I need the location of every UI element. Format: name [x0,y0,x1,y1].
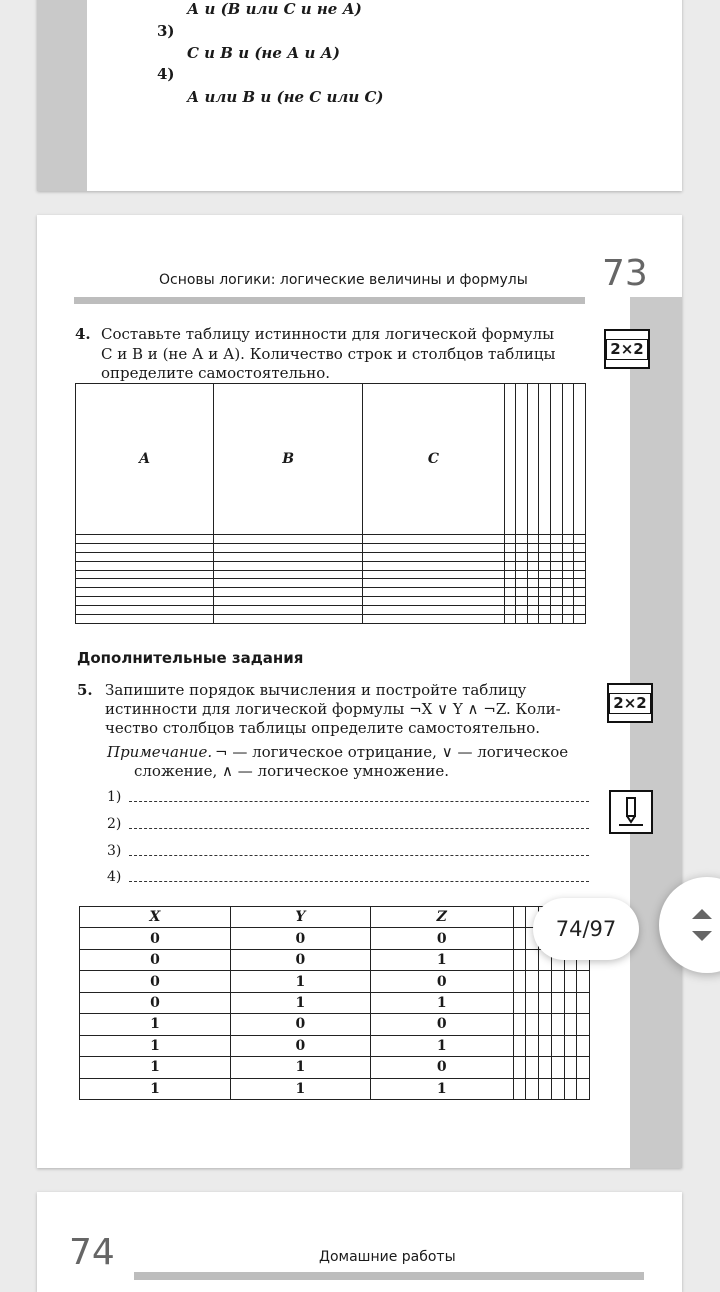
table-cell [562,579,574,588]
table-cell [527,579,539,588]
badge-label: 2×2 [609,693,650,714]
table-row [80,1057,590,1078]
table-cell [214,606,363,615]
table-cell [504,543,516,552]
table-cell: 1 [80,1057,231,1078]
table-header-cell [539,384,551,535]
table-cell [562,606,574,615]
table-cell [564,971,577,992]
table-cell [539,1035,552,1056]
table-cell [526,1035,539,1056]
table-cell [76,614,214,623]
step-label: 3) [107,843,122,859]
table-cell [527,614,539,623]
table-row [80,1035,590,1056]
table-row [80,971,590,992]
table-header-cell: C [363,384,504,535]
table-cell [214,552,363,561]
table-header-cell: Y [230,907,370,928]
page-number: 74 [69,1232,115,1273]
table-cell [574,570,586,579]
table-cell [551,597,563,606]
page-73 [37,215,682,1168]
table-cell [574,588,586,597]
table-cell [516,543,528,552]
table-cell [574,552,586,561]
table-cell [504,597,516,606]
table-row [80,928,590,949]
table-cell [551,535,563,544]
table-cell: 0 [80,928,231,949]
table-cell: 0 [80,992,231,1013]
step-label: 4) [107,869,122,885]
table-cell: 0 [370,928,513,949]
table-cell: 1 [230,1078,370,1100]
table-cell [574,561,586,570]
step-label: 1) [107,789,122,805]
table-cell [516,597,528,606]
table-cell [504,552,516,561]
table-cell [526,1014,539,1035]
table-cell [577,1014,590,1035]
table-cell [539,588,551,597]
table-cell: 1 [230,992,370,1013]
table-cell [504,606,516,615]
task-4-truth-table [75,383,586,624]
table-cell [562,570,574,579]
table-cell: 1 [370,949,513,970]
table-cell [76,535,214,544]
previous-page [37,0,682,191]
table-header-cell: B [214,384,363,535]
table-cell [513,1035,526,1056]
table-cell [513,1057,526,1078]
table-cell: 1 [80,1078,231,1100]
table-cell [214,561,363,570]
table-cell [527,535,539,544]
task-5-text-line-1: Запишите порядок вычисления и постройте таблицу [105,681,527,699]
table-cell [564,1014,577,1035]
table-cell [551,552,563,561]
table-cell [539,543,551,552]
table-cell [551,570,563,579]
table-cell [214,579,363,588]
table-cell [577,992,590,1013]
table-cell [76,570,214,579]
table-cell: 1 [230,1057,370,1078]
table-cell [539,561,551,570]
table-cell [539,552,551,561]
table-cell [539,971,552,992]
table-row [76,543,586,552]
table-cell [577,971,590,992]
table-cell [527,597,539,606]
table-cell [363,561,504,570]
table-header-cell [574,384,586,535]
table-cell [513,971,526,992]
table-cell: 1 [370,992,513,1013]
task-4-number: 4. [75,325,91,343]
table-row [80,949,590,970]
note-line-2: сложение, ∧ — логическое умножение. [134,762,450,780]
table-cell [562,535,574,544]
table-cell [539,579,551,588]
header-rule [134,1272,644,1280]
table-cell [526,992,539,1013]
table-cell [551,588,563,597]
table-cell [513,1014,526,1035]
table-cell [504,588,516,597]
table-cell [513,1078,526,1100]
step-label: 2) [107,816,122,832]
task-5-text-line-2: истинности для логической формулы ¬X ∨ Y ∧ ¬Z. Коли- [105,700,561,718]
table-cell [76,597,214,606]
table-cell: 0 [230,1014,370,1035]
running-header: Основы логики: логические величины и формулы [159,272,528,288]
table-cell [363,588,504,597]
table-cell: 0 [80,971,231,992]
table-cell [574,579,586,588]
table-cell [551,561,563,570]
table-cell [577,1057,590,1078]
table-cell [527,588,539,597]
table-cell [539,992,552,1013]
table-header-cell [551,384,563,535]
table-cell [551,543,563,552]
table-cell [516,579,528,588]
answer-line [129,843,589,856]
table-cell [363,543,504,552]
table-cell [363,535,504,544]
table-cell [574,535,586,544]
table-cell [504,570,516,579]
task-5-text-line-3: чество столбцов таблицы определите самостоятельно. [105,719,541,737]
option-3-expression: С и В и (не А и А) [187,44,340,62]
table-cell [527,606,539,615]
task-5-truth-table [79,906,590,1100]
table-cell [551,579,563,588]
table-cell [562,561,574,570]
table-cell [363,597,504,606]
table-cell [214,588,363,597]
table-cell [562,614,574,623]
table-cell [516,535,528,544]
table-header-cell [516,384,528,535]
table-cell [363,614,504,623]
table-cell [577,1035,590,1056]
difficulty-badge-icon [607,683,653,723]
task-4-text-line-1: Составьте таблицу истинности для логической формулы [101,325,555,343]
table-cell: 1 [80,1035,231,1056]
table-cell [516,606,528,615]
table-cell [564,1057,577,1078]
table-cell [539,606,551,615]
table-row [76,588,586,597]
table-cell [526,1057,539,1078]
table-cell [214,570,363,579]
table-cell [76,579,214,588]
note-line-1: ¬ — логическое отрицание, ∨ — логическое [215,743,569,761]
option-2-expression: А и (В или С и не А) [187,0,362,18]
table-cell [516,552,528,561]
table-cell: 0 [230,1035,370,1056]
table-cell [539,535,551,544]
table-cell [527,543,539,552]
table-cell [363,552,504,561]
table-cell [562,552,574,561]
table-row [80,1014,590,1035]
answer-line [129,816,589,829]
table-cell [504,579,516,588]
table-cell: 0 [230,928,370,949]
option-4-number: 4) [157,65,175,83]
table-cell: 0 [370,1057,513,1078]
table-row [76,614,586,623]
table-header-cell [562,384,574,535]
table-cell [76,552,214,561]
table-row [76,561,586,570]
table-cell [539,614,551,623]
pencil-writing-icon [609,790,653,834]
table-cell [526,971,539,992]
table-header-cell: A [76,384,214,535]
table-cell [539,597,551,606]
page-74 [37,1192,682,1292]
table-row [76,579,586,588]
table-header-cell: Z [370,907,513,928]
table-cell: 0 [230,949,370,970]
option-3-number: 3) [157,22,175,40]
table-cell [564,1035,577,1056]
table-cell [562,588,574,597]
page-indicator[interactable]: 74/97 [533,898,639,960]
table-cell [504,561,516,570]
table-cell [516,614,528,623]
table-cell [513,928,526,949]
table-header-cell [504,384,516,535]
task-5-number: 5. [77,681,93,699]
table-header-cell [513,907,526,928]
table-cell [539,1014,552,1035]
table-cell [527,570,539,579]
table-cell [564,992,577,1013]
scroll-up-down-icon [659,877,720,973]
table-header-cell: X [80,907,231,928]
table-cell [363,579,504,588]
table-cell: 1 [370,1078,513,1100]
table-cell [526,1078,539,1100]
table-cell [574,614,586,623]
table-cell [214,543,363,552]
table-cell: 0 [370,971,513,992]
table-cell [551,1035,564,1056]
table-cell [562,543,574,552]
table-cell [551,1014,564,1035]
answer-line [129,869,589,882]
table-cell: 0 [370,1014,513,1035]
table-cell [76,561,214,570]
note-label: Примечание. [107,743,213,761]
table-cell [516,570,528,579]
task-4-text-line-2: С и В и (не А и А). Количество строк и столбцов таблицы [101,345,556,363]
page-number: 73 [602,253,648,294]
table-cell [76,543,214,552]
table-cell: 0 [80,949,231,970]
page-margin-strip [37,0,87,191]
table-row [76,552,586,561]
table-row [76,597,586,606]
table-header-cell [527,384,539,535]
running-header: Домашние работы [319,1249,456,1265]
table-cell [574,597,586,606]
table-cell [551,992,564,1013]
table-cell [551,606,563,615]
table-cell [363,570,504,579]
table-cell [363,606,504,615]
table-cell [539,1078,552,1100]
table-cell [214,614,363,623]
table-cell [577,1078,590,1100]
table-cell [526,949,539,970]
table-cell [551,1078,564,1100]
table-cell: 1 [230,971,370,992]
table-row [80,992,590,1013]
badge-label: 2×2 [606,339,647,360]
table-header-row [76,384,586,535]
section-title: Дополнительные задания [77,649,304,667]
table-row [76,606,586,615]
table-row [76,570,586,579]
table-cell [527,561,539,570]
difficulty-badge-icon [604,329,650,369]
page-scroll-button[interactable] [659,877,720,973]
table-cell: 1 [370,1035,513,1056]
answer-line [129,789,589,802]
table-cell [527,552,539,561]
task-4-text-line-3: определите самостоятельно. [101,364,330,382]
table-cell [564,1078,577,1100]
option-4-expression: А или В и (не С или С) [187,88,384,106]
page-margin-strip [630,297,682,1168]
table-cell [513,949,526,970]
table-cell: 1 [80,1014,231,1035]
table-cell [551,971,564,992]
table-cell [574,543,586,552]
table-cell [504,614,516,623]
table-row [80,1078,590,1100]
table-cell [574,606,586,615]
table-cell [504,535,516,544]
table-cell [539,570,551,579]
header-rule [74,297,585,304]
table-header-row [80,907,590,928]
table-cell [562,597,574,606]
table-cell [516,561,528,570]
table-cell [76,588,214,597]
table-cell [551,614,563,623]
table-cell [214,535,363,544]
table-cell [513,992,526,1013]
table-cell [214,597,363,606]
table-cell [551,1057,564,1078]
table-cell [516,588,528,597]
table-row [76,535,586,544]
table-cell [76,606,214,615]
table-cell [539,1057,552,1078]
